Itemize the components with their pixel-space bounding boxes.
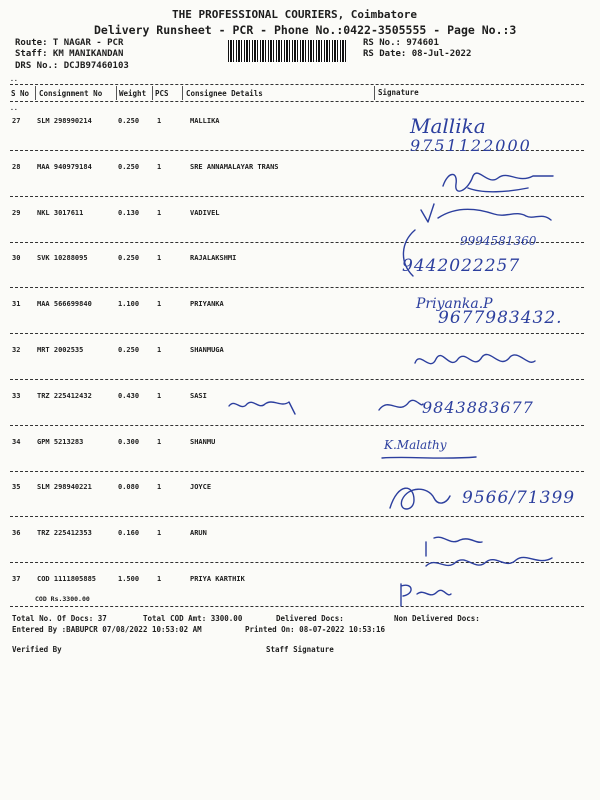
rs-date: RS Date: 08-Jul-2022 <box>363 49 472 59</box>
column-separator <box>182 86 183 100</box>
row-sno: 37 <box>12 575 21 583</box>
row-consignment-no: TRZ 225412353 <box>37 529 92 537</box>
column-header-signature: Signature <box>378 88 419 97</box>
row-divider <box>10 287 584 288</box>
row-sno: 36 <box>12 529 21 537</box>
column-header-divider <box>10 101 584 102</box>
row-weight: 1.100 <box>118 300 140 308</box>
row-divider <box>10 196 584 197</box>
signature-36-scribble <box>420 532 560 576</box>
row-weight: 0.160 <box>118 529 140 537</box>
column-separator <box>35 86 36 100</box>
row-weight: 0.130 <box>118 209 140 217</box>
non-delivered-docs: Non Delivered Docs: <box>394 614 480 623</box>
row-consignee: ARUN <box>190 529 207 537</box>
row-consignee: SRE ANNAMALAYAR TRANS <box>190 163 279 171</box>
row-consignee: SASI <box>190 392 207 400</box>
staff-signature-label: Staff Signature <box>266 645 334 654</box>
signature-35-scribble <box>384 478 454 518</box>
row-weight: 1.500 <box>118 575 140 583</box>
header-marks: .. <box>10 75 18 83</box>
row-consignment-no: SLM 298940221 <box>37 483 92 491</box>
row-pcs: 1 <box>157 346 162 354</box>
row-pcs: 1 <box>157 300 162 308</box>
column-separator <box>152 86 153 100</box>
row-divider <box>10 516 584 517</box>
header-divider <box>10 84 584 85</box>
signature-31-name: Priyanka.P <box>416 296 493 312</box>
row-consignee: RAJALAKSHMI <box>190 254 237 262</box>
row-pcs: 1 <box>157 483 162 491</box>
row-weight: 0.300 <box>118 438 140 446</box>
delivered-docs: Delivered Docs: <box>276 614 344 623</box>
signature-34-name: K.Malathy <box>384 438 447 452</box>
row-weight: 0.250 <box>118 254 140 262</box>
signature-34-underline <box>380 454 480 462</box>
route-label: Route: T NAGAR - PCR <box>15 38 124 48</box>
signature-29-scribble <box>416 198 556 232</box>
signature-37-scribble <box>395 578 455 612</box>
row-divider <box>10 471 584 472</box>
signature-28-scribble <box>438 166 558 196</box>
row-consignment-no: GPM 5213283 <box>37 438 84 446</box>
signature-33-scribble <box>375 392 425 418</box>
row-consignee: PRIYANKA <box>190 300 224 308</box>
row-sno: 34 <box>12 438 21 446</box>
row-consignment-no: MAA 566699840 <box>37 300 92 308</box>
row-consignment-no: MRT 2002535 <box>37 346 84 354</box>
row-weight: 0.080 <box>118 483 140 491</box>
row-weight: 0.250 <box>118 163 140 171</box>
company-title: THE PROFESSIONAL COURIERS, Coimbatore <box>172 8 418 21</box>
column-header-sno: S No <box>11 89 30 98</box>
row-consignment-no: SVK 10288095 <box>37 254 88 262</box>
row-sno: 33 <box>12 392 21 400</box>
row-consignment-no: SLM 298990214 <box>37 117 92 125</box>
total-cod-amount: Total COD Amt: 3300.00 <box>143 614 243 623</box>
row-consignee: PRIYA KARTHIK <box>190 575 245 583</box>
column-header-consignment: Consignment No <box>39 89 103 98</box>
row-pcs: 1 <box>157 254 162 262</box>
printed-on: Printed On: 08-07-2022 10:53:16 <box>245 625 385 634</box>
row-pcs: 1 <box>157 209 162 217</box>
verified-by-label: Verified By <box>12 645 62 654</box>
cod-note: COD Rs.3300.00 <box>35 595 90 603</box>
signature-32-scribble <box>410 345 540 375</box>
row-marks: .. <box>10 104 18 112</box>
row-weight: 0.250 <box>118 346 140 354</box>
column-header-consignee: Consignee Details <box>186 89 263 98</box>
column-separator <box>116 86 117 100</box>
column-separator <box>374 86 375 100</box>
rs-number: RS No.: 974601 <box>363 38 439 48</box>
signature-35-phone: 9566/71399 <box>462 488 576 508</box>
row-sno: 35 <box>12 483 21 491</box>
row-consignment-no: TRZ 225412432 <box>37 392 92 400</box>
row-sno: 28 <box>12 163 21 171</box>
table-bottom-divider <box>10 606 584 607</box>
row-weight: 0.250 <box>118 117 140 125</box>
row-sno: 27 <box>12 117 21 125</box>
row-pcs: 1 <box>157 529 162 537</box>
signature-27-name: Mallika <box>410 114 486 138</box>
signature-30-phone: 9442022257 <box>402 256 521 276</box>
entered-by: Entered By :BABUPCR 07/08/2022 10:53:02 AM <box>12 625 202 634</box>
row-pcs: 1 <box>157 392 162 400</box>
row-consignment-no: COD 1111805885 <box>37 575 97 583</box>
signature-29-phone: 9994581360 <box>460 234 537 248</box>
row-divider <box>10 379 584 380</box>
row-sno: 31 <box>12 300 21 308</box>
row-consignee: SHANMUGA <box>190 346 224 354</box>
row-consignment-no: NKL 3017611 <box>37 209 84 217</box>
row-consignee: MALLIKA <box>190 117 220 125</box>
row-pcs: 1 <box>157 163 162 171</box>
total-docs: Total No. Of Docs: 37 <box>12 614 107 623</box>
row-divider <box>10 333 584 334</box>
signature-27-phone: 9751122000 <box>410 136 532 155</box>
row-sno: 32 <box>12 346 21 354</box>
row-consignee: SHANMU <box>190 438 216 446</box>
row-sno: 29 <box>12 209 21 217</box>
signature-31-phone: 9677983432. <box>438 308 563 328</box>
staff-label: Staff: KM MANIKANDAN <box>15 49 124 59</box>
row-consignee: VADIVEL <box>190 209 220 217</box>
signature-33-phone: 9843883677 <box>422 398 534 417</box>
row-consignee: JOYCE <box>190 483 212 491</box>
drs-number: DRS No.: DCJB97460103 <box>15 61 129 71</box>
row-weight: 0.430 <box>118 392 140 400</box>
row-pcs: 1 <box>157 438 162 446</box>
row-consignment-no: MAA 940979184 <box>37 163 92 171</box>
runsheet-subtitle: Delivery Runsheet - PCR - Phone No.:0422-3505555 - Page No.:3 <box>94 23 517 37</box>
signature-33-scribble-inline <box>225 394 305 416</box>
row-pcs: 1 <box>157 117 162 125</box>
column-header-weight: Weight <box>119 89 147 98</box>
row-divider <box>10 425 584 426</box>
column-header-pcs: PCS <box>155 89 169 98</box>
row-sno: 30 <box>12 254 21 262</box>
barcode <box>228 40 346 62</box>
row-pcs: 1 <box>157 575 162 583</box>
